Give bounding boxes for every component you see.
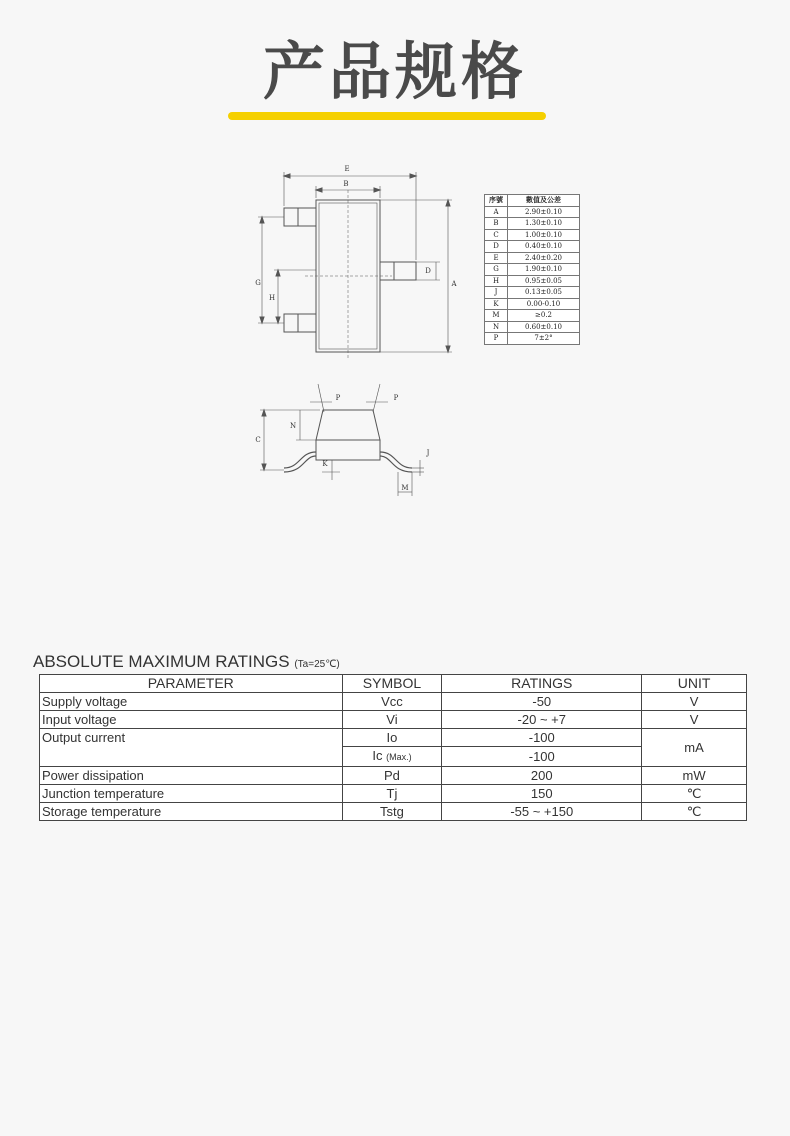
absolute-maximum-ratings-table (39, 674, 747, 821)
dimension-row (485, 252, 580, 264)
table-row (40, 767, 747, 785)
dimension-row (485, 321, 580, 333)
dimension-row (485, 287, 580, 299)
col-symbol: SYMBOL (342, 675, 442, 693)
dimension-id: E (485, 252, 508, 264)
dimension-row (485, 206, 580, 218)
dimension-value: 0.40±0.10 (508, 241, 580, 253)
col-parameter: PARAMETER (40, 675, 343, 693)
label-h: H (268, 294, 276, 302)
col-ratings: RATINGS (442, 675, 642, 693)
symbol-cell: Tstg (342, 803, 442, 821)
ratings-condition: (Ta=25℃) (294, 659, 340, 670)
table-row (40, 711, 747, 729)
unit-cell: ℃ (642, 785, 747, 803)
unit-cell: V (642, 693, 747, 711)
package-outline-drawing (0, 0, 790, 520)
symbol-cell: Io (342, 729, 442, 747)
lead-right (380, 262, 416, 280)
parameter-cell: Power dissipation (40, 767, 343, 785)
symbol-cell (342, 747, 442, 767)
lead-left-bottom (284, 314, 316, 332)
dimension-row (485, 275, 580, 287)
rating-cell: -55 ~ +150 (442, 803, 642, 821)
rating-cell: -100 (442, 747, 642, 767)
table-row (40, 693, 747, 711)
dimension-row (485, 298, 580, 310)
dimension-id: B (485, 218, 508, 230)
table-row (40, 803, 747, 821)
dimension-id: J (485, 287, 508, 299)
table-row (40, 785, 747, 803)
rating-cell: -100 (442, 729, 642, 747)
dimension-col-value: 數值及公差 (508, 195, 580, 207)
dimension-table (484, 194, 580, 345)
dimension-id: C (485, 229, 508, 241)
dimension-id: N (485, 321, 508, 333)
label-j: J (426, 449, 430, 457)
dimension-id: G (485, 264, 508, 276)
parameter-cell: Input voltage (40, 711, 343, 729)
dimension-id: K (485, 298, 508, 310)
dimension-value: 2.90±0.10 (508, 206, 580, 218)
dimension-id: M (485, 310, 508, 322)
symbol-subscript: (Max.) (386, 752, 412, 762)
dimension-value: 1.30±0.10 (508, 218, 580, 230)
rating-cell: 200 (442, 767, 642, 785)
symbol-cell: Tj (342, 785, 442, 803)
dimension-row (485, 229, 580, 241)
ratings-heading (33, 652, 340, 672)
dimension-row (485, 264, 580, 276)
dimension-value: 1.90±0.10 (508, 264, 580, 276)
parameter-cell: Junction temperature (40, 785, 343, 803)
ratings-heading-text: ABSOLUTE MAXIMUM RATINGS (33, 652, 290, 671)
label-g: G (255, 279, 261, 287)
dimension-table-header (485, 195, 580, 207)
unit-cell: mA (642, 729, 747, 767)
dimension-row (485, 241, 580, 253)
dimension-row (485, 333, 580, 345)
dimension-value: 7±2° (508, 333, 580, 345)
dimension-id: H (485, 275, 508, 287)
table-row (40, 729, 747, 747)
symbol-cell: Pd (342, 767, 442, 785)
rating-cell: -20 ~ +7 (442, 711, 642, 729)
dimension-id: P (485, 333, 508, 345)
label-n: N (289, 422, 297, 430)
symbol-text: Ic (372, 748, 383, 763)
dimension-id: D (485, 241, 508, 253)
symbol-cell: Vcc (342, 693, 442, 711)
dimension-value: 0.00-0.10 (508, 298, 580, 310)
dimension-value: 0.60±0.10 (508, 321, 580, 333)
dimension-value: 0.13±0.05 (508, 287, 580, 299)
page-title: 产品规格 (262, 35, 527, 108)
lead-left-top (284, 208, 316, 226)
label-e: E (344, 165, 350, 173)
symbol-cell: Vi (342, 711, 442, 729)
label-p-left: P (335, 394, 341, 402)
label-b: B (343, 180, 349, 188)
dimension-value: 2.40±0.20 (508, 252, 580, 264)
unit-cell: mW (642, 767, 747, 785)
dimension-row (485, 218, 580, 230)
unit-cell: V (642, 711, 747, 729)
dimension-row (485, 310, 580, 322)
dimension-id: A (485, 206, 508, 218)
dimension-col-id: 序號 (485, 195, 508, 207)
ratings-header-row (40, 675, 747, 693)
rating-cell: -50 (442, 693, 642, 711)
col-unit: UNIT (642, 675, 747, 693)
dimension-value: 0.95±0.05 (508, 275, 580, 287)
parameter-cell: Storage temperature (40, 803, 343, 821)
unit-cell: ℃ (642, 803, 747, 821)
label-c: C (255, 436, 261, 444)
dimension-value: ≥0.2 (508, 310, 580, 322)
label-d: D (425, 267, 431, 275)
label-m: M (401, 484, 409, 492)
parameter-cell: Supply voltage (40, 693, 343, 711)
dimension-value: 1.00±0.10 (508, 229, 580, 241)
label-k: K (322, 460, 328, 468)
label-p-right: P (393, 394, 399, 402)
rating-cell: 150 (442, 785, 642, 803)
parameter-cell: Output current (40, 729, 343, 767)
package-body-side (316, 440, 380, 460)
label-a: A (451, 280, 457, 288)
